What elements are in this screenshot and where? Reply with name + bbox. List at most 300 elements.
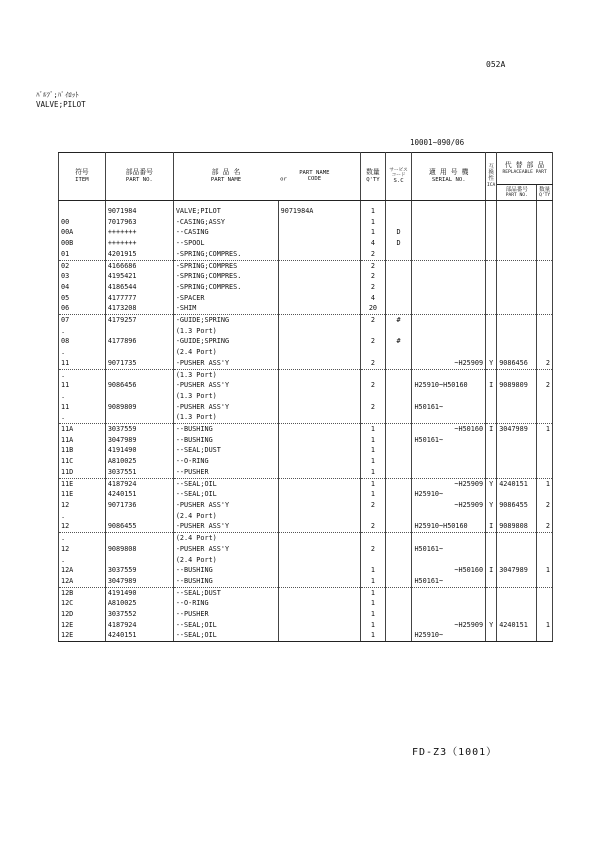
cell-ica: [486, 271, 497, 282]
cell-name-code: [278, 369, 361, 380]
cell-service-code: [385, 402, 412, 413]
table-row: [59, 630, 553, 641]
cell-repl-part-no: [497, 489, 537, 500]
cell-part-no: [105, 326, 173, 337]
cell-repl-part-no: [497, 609, 537, 620]
col-part-no: 部品番号 PART NO.: [105, 153, 173, 201]
cell-service-code: [385, 358, 412, 369]
cell-repl-qty: [537, 445, 553, 456]
cell-part-name: -GUIDE;SPRING: [173, 336, 278, 347]
cell-part-no: 4173208: [105, 303, 173, 314]
cell-item: .: [59, 347, 106, 358]
table-row: [59, 445, 553, 456]
cell-name-code: [278, 511, 361, 522]
cell-part-no: 4166686: [105, 260, 173, 271]
cell-part-name: --BUSHING: [173, 435, 278, 446]
cell-ica: [486, 227, 497, 238]
cell-qty: 2: [361, 315, 386, 326]
table-row: [59, 347, 553, 358]
cell-repl-part-no: [497, 467, 537, 478]
cell-qty: 1: [361, 587, 386, 598]
table-row: [59, 282, 553, 293]
cell-item: .: [59, 533, 106, 544]
cell-part-name: --CASING: [173, 227, 278, 238]
cell-repl-qty: [537, 609, 553, 620]
serial-range: 10001~090/06: [410, 138, 465, 147]
table-row: [59, 609, 553, 620]
cell-qty: [361, 369, 386, 380]
cell-serial: [412, 533, 486, 544]
cell-part-name: -PUSHER ASS'Y: [173, 358, 278, 369]
cell-name-code: [278, 630, 361, 641]
cell-ica: [486, 445, 497, 456]
cell-part-no: 4195421: [105, 271, 173, 282]
cell-repl-part-no: [497, 412, 537, 423]
cell-serial: ~H50160: [412, 424, 486, 435]
cell-part-name: -SHIM: [173, 303, 278, 314]
cell-repl-part-no: [497, 303, 537, 314]
table-row: [59, 544, 553, 555]
cell-part-no: 4201915: [105, 249, 173, 260]
cell-qty: 2: [361, 260, 386, 271]
cell-repl-qty: 2: [537, 358, 553, 369]
table-row: [59, 533, 553, 544]
table-row: [59, 380, 553, 391]
cell-repl-qty: [537, 249, 553, 260]
cell-item: .: [59, 369, 106, 380]
cell-item: 12D: [59, 609, 106, 620]
cell-name-code: [278, 609, 361, 620]
table-row: [59, 217, 553, 228]
cell-repl-qty: [537, 260, 553, 271]
cell-ica: [486, 533, 497, 544]
cell-serial: ~H25909: [412, 620, 486, 631]
cell-repl-qty: [537, 467, 553, 478]
col-serial: 適 用 号 機 SERIAL NO.: [412, 153, 486, 201]
cell-name-code: [278, 467, 361, 478]
cell-part-name: VALVE;PILOT: [173, 206, 278, 217]
cell-part-no: [105, 533, 173, 544]
cell-repl-part-no: [497, 217, 537, 228]
cell-item: .: [59, 511, 106, 522]
cell-service-code: [385, 521, 412, 532]
parts-table: [58, 152, 553, 642]
cell-serial: [412, 249, 486, 260]
cell-ica: [486, 282, 497, 293]
cell-item: 11C: [59, 456, 106, 467]
cell-qty: [361, 555, 386, 566]
cell-repl-qty: [537, 511, 553, 522]
cell-name-code: [278, 380, 361, 391]
cell-item: 12A: [59, 576, 106, 587]
cell-name-code: [278, 565, 361, 576]
cell-serial: [412, 206, 486, 217]
cell-name-code: [278, 587, 361, 598]
cell-repl-qty: [537, 303, 553, 314]
cell-qty: [361, 391, 386, 402]
cell-serial: ~H25909: [412, 478, 486, 489]
cell-repl-qty: [537, 544, 553, 555]
cell-repl-qty: [537, 576, 553, 587]
cell-name-code: [278, 533, 361, 544]
cell-qty: 1: [361, 227, 386, 238]
cell-service-code: [385, 467, 412, 478]
cell-service-code: [385, 326, 412, 337]
cell-serial: [412, 282, 486, 293]
cell-part-no: [105, 511, 173, 522]
cell-item: .: [59, 326, 106, 337]
cell-part-name: --BUSHING: [173, 576, 278, 587]
cell-repl-part-no: [497, 293, 537, 304]
table-row: [59, 402, 553, 413]
cell-service-code: [385, 620, 412, 631]
table-row: [59, 467, 553, 478]
cell-part-name: --O-RING: [173, 456, 278, 467]
cell-part-name: (1.3 Port): [173, 412, 278, 423]
cell-repl-qty: [537, 412, 553, 423]
cell-repl-part-no: [497, 511, 537, 522]
cell-ica: [486, 369, 497, 380]
cell-part-name: --PUSHER: [173, 467, 278, 478]
cell-item: 11: [59, 402, 106, 413]
cell-service-code: [385, 271, 412, 282]
table-row: [59, 336, 553, 347]
cell-service-code: [385, 249, 412, 260]
cell-name-code: [278, 303, 361, 314]
cell-serial: [412, 271, 486, 282]
cell-ica: I: [486, 380, 497, 391]
cell-qty: 1: [361, 456, 386, 467]
cell-ica: [486, 217, 497, 228]
cell-name-code: [278, 620, 361, 631]
cell-qty: 1: [361, 478, 386, 489]
table-row: [59, 565, 553, 576]
cell-item: .: [59, 391, 106, 402]
cell-repl-qty: [537, 598, 553, 609]
cell-ica: [486, 456, 497, 467]
cell-part-name: (2.4 Port): [173, 347, 278, 358]
cell-repl-part-no: [497, 555, 537, 566]
cell-repl-qty: [537, 533, 553, 544]
cell-ica: [486, 544, 497, 555]
col-item: 符号 ITEM: [59, 153, 106, 201]
table-row: [59, 260, 553, 271]
cell-part-name: (1.3 Port): [173, 391, 278, 402]
cell-part-name: (2.4 Port): [173, 555, 278, 566]
cell-qty: [361, 511, 386, 522]
cell-name-code: [278, 521, 361, 532]
cell-name-code: [278, 500, 361, 511]
cell-service-code: [385, 369, 412, 380]
table-row: [59, 315, 553, 326]
cell-part-no: 4186544: [105, 282, 173, 293]
table-body: [59, 201, 553, 642]
cell-repl-part-no: [497, 238, 537, 249]
cell-repl-qty: 1: [537, 424, 553, 435]
cell-name-code: [278, 478, 361, 489]
cell-repl-qty: 1: [537, 565, 553, 576]
cell-qty: 1: [361, 445, 386, 456]
cell-part-no: 4177896: [105, 336, 173, 347]
table-row: [59, 511, 553, 522]
cell-part-name: --PUSHER: [173, 609, 278, 620]
cell-part-name: --BUSHING: [173, 424, 278, 435]
table-row: [59, 456, 553, 467]
cell-part-name: -PUSHER ASS'Y: [173, 402, 278, 413]
cell-part-no: [105, 555, 173, 566]
cell-repl-qty: 2: [537, 521, 553, 532]
cell-qty: [361, 533, 386, 544]
cell-repl-part-no: [497, 315, 537, 326]
cell-serial: [412, 238, 486, 249]
cell-name-code: [278, 456, 361, 467]
cell-part-no: 4179257: [105, 315, 173, 326]
cell-qty: 4: [361, 293, 386, 304]
cell-service-code: [385, 282, 412, 293]
cell-part-no: 4187924: [105, 620, 173, 631]
cell-service-code: [385, 391, 412, 402]
cell-name-code: [278, 282, 361, 293]
cell-ica: [486, 511, 497, 522]
cell-ica: [486, 435, 497, 446]
cell-serial: [412, 326, 486, 337]
cell-name-code: [278, 227, 361, 238]
cell-serial: H50161~: [412, 402, 486, 413]
cell-part-name: --SEAL;OIL: [173, 478, 278, 489]
cell-name-code: [278, 445, 361, 456]
cell-name-code: [278, 315, 361, 326]
cell-service-code: #: [385, 336, 412, 347]
cell-repl-qty: 1: [537, 620, 553, 631]
cell-name-code: [278, 217, 361, 228]
cell-qty: 2: [361, 500, 386, 511]
cell-part-name: --SEAL;OIL: [173, 489, 278, 500]
cell-repl-part-no: 9089809: [497, 380, 537, 391]
page-number: 052A: [486, 60, 506, 69]
cell-part-name: --O-RING: [173, 598, 278, 609]
table-row: [59, 326, 553, 337]
cell-item: 11D: [59, 467, 106, 478]
cell-service-code: [385, 380, 412, 391]
cell-ica: Y: [486, 478, 497, 489]
col-replaceable: 代 替 部 品 REPLACEABLE PART: [497, 153, 553, 185]
cell-serial: [412, 369, 486, 380]
cell-ica: [486, 555, 497, 566]
cell-part-name: -SPRING;COMPRES: [173, 260, 278, 271]
cell-item: 12A: [59, 565, 106, 576]
cell-ica: I: [486, 521, 497, 532]
cell-service-code: [385, 478, 412, 489]
cell-repl-qty: [537, 238, 553, 249]
cell-ica: [486, 467, 497, 478]
cell-part-no: 9071984: [105, 206, 173, 217]
cell-repl-qty: [537, 456, 553, 467]
cell-part-name: -SPRING;COMPRES.: [173, 282, 278, 293]
cell-part-name: -SPRING;COMPRES.: [173, 249, 278, 260]
cell-repl-part-no: [497, 435, 537, 446]
cell-repl-qty: 2: [537, 380, 553, 391]
cell-name-code: [278, 271, 361, 282]
cell-name-code: [278, 358, 361, 369]
cell-qty: 2: [361, 380, 386, 391]
cell-service-code: [385, 435, 412, 446]
table-row: [59, 598, 553, 609]
cell-part-no: 9071736: [105, 500, 173, 511]
cell-service-code: [385, 217, 412, 228]
cell-item: 02: [59, 260, 106, 271]
cell-item: 12: [59, 500, 106, 511]
cell-repl-part-no: 3047989: [497, 565, 537, 576]
cell-ica: [486, 249, 497, 260]
table-row: [59, 489, 553, 500]
cell-part-no: 4240151: [105, 630, 173, 641]
table-row: [59, 521, 553, 532]
cell-name-code: [278, 598, 361, 609]
cell-ica: [486, 293, 497, 304]
cell-item: 11E: [59, 478, 106, 489]
cell-serial: H50161~: [412, 544, 486, 555]
table-row: [59, 303, 553, 314]
cell-repl-qty: [537, 347, 553, 358]
cell-repl-qty: [537, 206, 553, 217]
cell-repl-part-no: [497, 456, 537, 467]
cell-repl-qty: [537, 489, 553, 500]
col-qty: 数量 Q'TY: [361, 153, 386, 201]
table-row: [59, 206, 553, 217]
cell-item: 11: [59, 380, 106, 391]
cell-serial: H25910~: [412, 489, 486, 500]
cell-repl-part-no: [497, 402, 537, 413]
table-row: [59, 620, 553, 631]
cell-item: 11B: [59, 445, 106, 456]
table-row: [59, 227, 553, 238]
cell-ica: [486, 609, 497, 620]
cell-part-name: -GUIDE;SPRING: [173, 315, 278, 326]
cell-serial: [412, 217, 486, 228]
cell-qty: 2: [361, 336, 386, 347]
cell-part-name: -PUSHER ASS'Y: [173, 380, 278, 391]
cell-part-no: +++++++: [105, 238, 173, 249]
cell-serial: [412, 391, 486, 402]
cell-item: [59, 206, 106, 217]
cell-ica: Y: [486, 500, 497, 511]
cell-serial: [412, 456, 486, 467]
cell-part-name: (1.3 Port): [173, 326, 278, 337]
cell-part-no: 3037559: [105, 424, 173, 435]
table-row: [59, 555, 553, 566]
cell-part-name: (2.4 Port): [173, 511, 278, 522]
cell-qty: 1: [361, 576, 386, 587]
cell-part-name: --SEAL;DUST: [173, 587, 278, 598]
cell-repl-part-no: [497, 206, 537, 217]
cell-repl-qty: [537, 630, 553, 641]
cell-part-name: -CASING;ASSY: [173, 217, 278, 228]
cell-repl-part-no: 9086456: [497, 358, 537, 369]
cell-repl-part-no: [497, 576, 537, 587]
cell-qty: 1: [361, 424, 386, 435]
cell-repl-part-no: 9086455: [497, 500, 537, 511]
cell-serial: [412, 511, 486, 522]
cell-service-code: [385, 576, 412, 587]
table-row: [59, 238, 553, 249]
cell-ica: [486, 576, 497, 587]
cell-service-code: [385, 544, 412, 555]
cell-item: 00: [59, 217, 106, 228]
table-row: [59, 424, 553, 435]
cell-item: .: [59, 412, 106, 423]
table-row: [59, 271, 553, 282]
cell-repl-part-no: [497, 260, 537, 271]
cell-part-no: [105, 347, 173, 358]
cell-ica: [486, 391, 497, 402]
cell-item: 12E: [59, 620, 106, 631]
cell-serial: [412, 293, 486, 304]
cell-qty: 1: [361, 565, 386, 576]
cell-ica: I: [486, 424, 497, 435]
cell-item: 11E: [59, 489, 106, 500]
cell-serial: [412, 336, 486, 347]
cell-qty: 1: [361, 598, 386, 609]
cell-repl-part-no: [497, 369, 537, 380]
cell-part-no: 3037551: [105, 467, 173, 478]
cell-repl-qty: [537, 402, 553, 413]
cell-part-name: -SPACER: [173, 293, 278, 304]
cell-service-code: [385, 500, 412, 511]
cell-serial: [412, 227, 486, 238]
col-repl-part-no: 部品番号 PART NO.: [497, 185, 537, 201]
cell-part-no: [105, 369, 173, 380]
cell-service-code: [385, 293, 412, 304]
cell-qty: 2: [361, 358, 386, 369]
cell-item: 11A: [59, 424, 106, 435]
cell-service-code: [385, 424, 412, 435]
cell-repl-part-no: 9089808: [497, 521, 537, 532]
cell-repl-part-no: [497, 445, 537, 456]
cell-ica: [486, 206, 497, 217]
cell-ica: [486, 412, 497, 423]
cell-part-no: 9071735: [105, 358, 173, 369]
table-row: [59, 358, 553, 369]
cell-service-code: [385, 630, 412, 641]
cell-item: 12: [59, 544, 106, 555]
cell-repl-qty: [537, 315, 553, 326]
cell-service-code: D: [385, 227, 412, 238]
cell-part-no: 9086456: [105, 380, 173, 391]
table-row: [59, 435, 553, 446]
cell-repl-part-no: [497, 282, 537, 293]
cell-service-code: [385, 456, 412, 467]
cell-repl-part-no: [497, 271, 537, 282]
cell-part-no: 7017963: [105, 217, 173, 228]
cell-service-code: #: [385, 315, 412, 326]
cell-ica: [486, 489, 497, 500]
cell-repl-qty: 1: [537, 478, 553, 489]
cell-service-code: [385, 347, 412, 358]
cell-qty: 2: [361, 544, 386, 555]
cell-name-code: [278, 576, 361, 587]
page-title: VALVE;PILOT: [36, 100, 86, 109]
cell-serial: [412, 555, 486, 566]
cell-qty: 1: [361, 467, 386, 478]
cell-repl-qty: [537, 293, 553, 304]
cell-ica: Y: [486, 620, 497, 631]
cell-service-code: [385, 489, 412, 500]
cell-part-no: 9089808: [105, 544, 173, 555]
cell-repl-qty: [537, 435, 553, 446]
cell-qty: 1: [361, 609, 386, 620]
cell-part-no: +++++++: [105, 227, 173, 238]
footer-code: FD-Z3（1001）: [412, 747, 498, 758]
